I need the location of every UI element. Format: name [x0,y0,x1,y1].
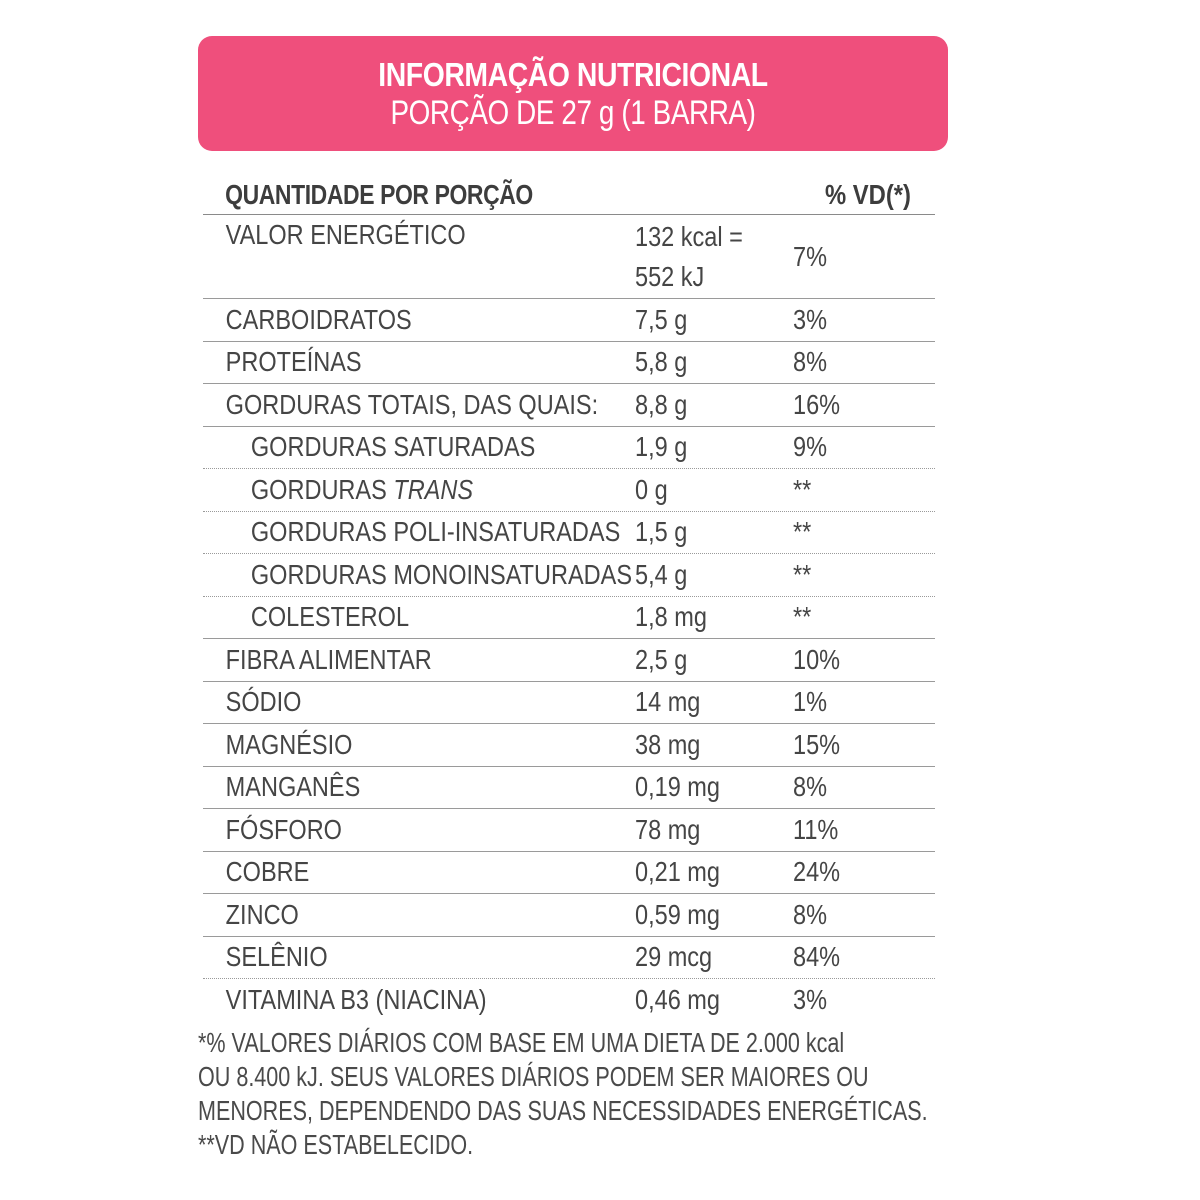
nutrient-vd: 15% [793,728,841,760]
table-row [203,852,935,895]
table-row [203,597,935,640]
nutrient-amount: 0 g [635,473,668,505]
nutrient-name: MAGNÉSIO [225,728,353,760]
nutrient-amount: 0,21 mg [635,856,720,888]
nutrient-vd: 24% [793,856,841,888]
nutrient-vd: 84% [793,941,841,973]
table-row [203,554,935,597]
nutrient-vd: ** [793,601,812,633]
nutrient-name-prefix: GORDURAS [250,473,387,505]
nutrient-name: GORDURAS TOTAIS, DAS QUAIS: [225,388,599,420]
nutrient-name: PROTEÍNAS [225,346,362,378]
nutrient-name: MANGANÊS [225,771,361,803]
nutrient-vd: ** [793,558,812,590]
table-row [203,384,935,427]
nutrient-vd: 10% [793,643,841,675]
footnote-line: **VD NÃO ESTABELECIDO. [198,1129,474,1160]
table-row [203,299,935,342]
nutrient-vd: 11% [793,813,839,845]
nutrient-vd: 7% [793,240,827,272]
nutrient-vd: 3% [793,983,827,1015]
nutrient-vd: 8% [793,346,827,378]
nutrient-amount: 29 mcg [635,941,713,973]
nutrient-name: SELÊNIO [225,941,328,973]
table-row [203,937,935,980]
table-row [203,342,935,385]
nutrient-vd: 8% [793,771,827,803]
column-header-vd: % VD(*) [825,179,911,210]
nutrient-amount: 0,46 mg [635,983,720,1015]
nutrient-amount: 1,5 g [635,516,688,548]
nutrient-name: SÓDIO [225,686,302,718]
table-header [203,174,935,215]
nutrient-amount: 132 kcal = 552 kJ [635,220,743,292]
nutrient-amount: 1,8 mg [635,601,707,633]
footnote-line: *% VALORES DIÁRIOS COM BASE EM UMA DIETA DE 2.000 kcal [198,1027,845,1058]
nutrition-label [198,36,948,1160]
nutrient-amount: 78 mg [635,813,701,845]
table-row [203,512,935,555]
footnote-line: OU 8.400 kJ. SEUS VALORES DIÁRIOS PODEM SER MAIORES OU [198,1061,869,1092]
nutrient-name [203,474,566,506]
table-row [203,682,935,725]
nutrient-amount: 7,5 g [635,303,688,335]
table-row [203,767,935,810]
nutrient-amount: 5,4 g [635,558,688,590]
nutrient-amount: 0,19 mg [635,771,720,803]
nutrient-amount: 2,5 g [635,643,688,675]
nutrition-title: INFORMAÇÃO NUTRICIONAL [378,56,768,93]
nutrient-name: FÓSFORO [225,813,342,845]
serving-size: PORÇÃO DE 27 g (1 BARRA) [390,94,756,132]
nutrient-vd: 1% [793,686,827,718]
nutrient-amount: 0,59 mg [635,898,720,930]
table-row [203,639,935,682]
nutrient-amount: 1,9 g [635,431,688,463]
nutrient-vd: 9% [793,431,827,463]
nutrient-vd: ** [793,473,812,505]
nutrient-name: ZINCO [225,898,299,930]
nutrient-vd: 8% [793,898,827,930]
nutrient-vd: 3% [793,303,827,335]
nutrient-amount: 5,8 g [635,346,688,378]
nutrient-amount: 38 mg [635,728,701,760]
table-row [203,809,935,852]
table-row [203,469,935,512]
nutrient-name: CARBOIDRATOS [225,303,412,335]
column-header-quantity: QUANTIDADE POR PORÇÃO [225,179,533,210]
nutrient-name: COBRE [225,856,310,888]
nutrient-amount: 14 mg [635,686,701,718]
nutrient-name: COLESTEROL [250,601,410,633]
nutrition-header [198,36,948,151]
nutrient-name: FIBRA ALIMENTAR [225,643,432,675]
nutrient-name: GORDURAS POLI-INSATURADAS [250,516,621,548]
table-row [203,215,935,299]
nutrient-vd: ** [793,516,812,548]
nutrient-name: VITAMINA B3 (NIACINA) [225,983,487,1015]
table-row [203,427,935,470]
nutrient-name-italic: TRANS [393,473,474,505]
table-row [203,979,935,1021]
table-row [203,724,935,767]
nutrient-name: GORDURAS MONOINSATURADAS [250,558,633,590]
table-row [203,894,935,937]
nutrient-name: GORDURAS SATURADAS [250,431,536,463]
footnote-line: MENORES, DEPENDENDO DAS SUAS NECESSIDADES ENERGÉTICAS. [198,1095,928,1126]
nutrient-amount: 8,8 g [635,388,688,420]
nutrient-name: VALOR ENERGÉTICO [225,219,466,250]
footnote [198,1026,968,1162]
nutrition-table [203,174,935,1021]
nutrient-vd: 16% [793,388,841,420]
